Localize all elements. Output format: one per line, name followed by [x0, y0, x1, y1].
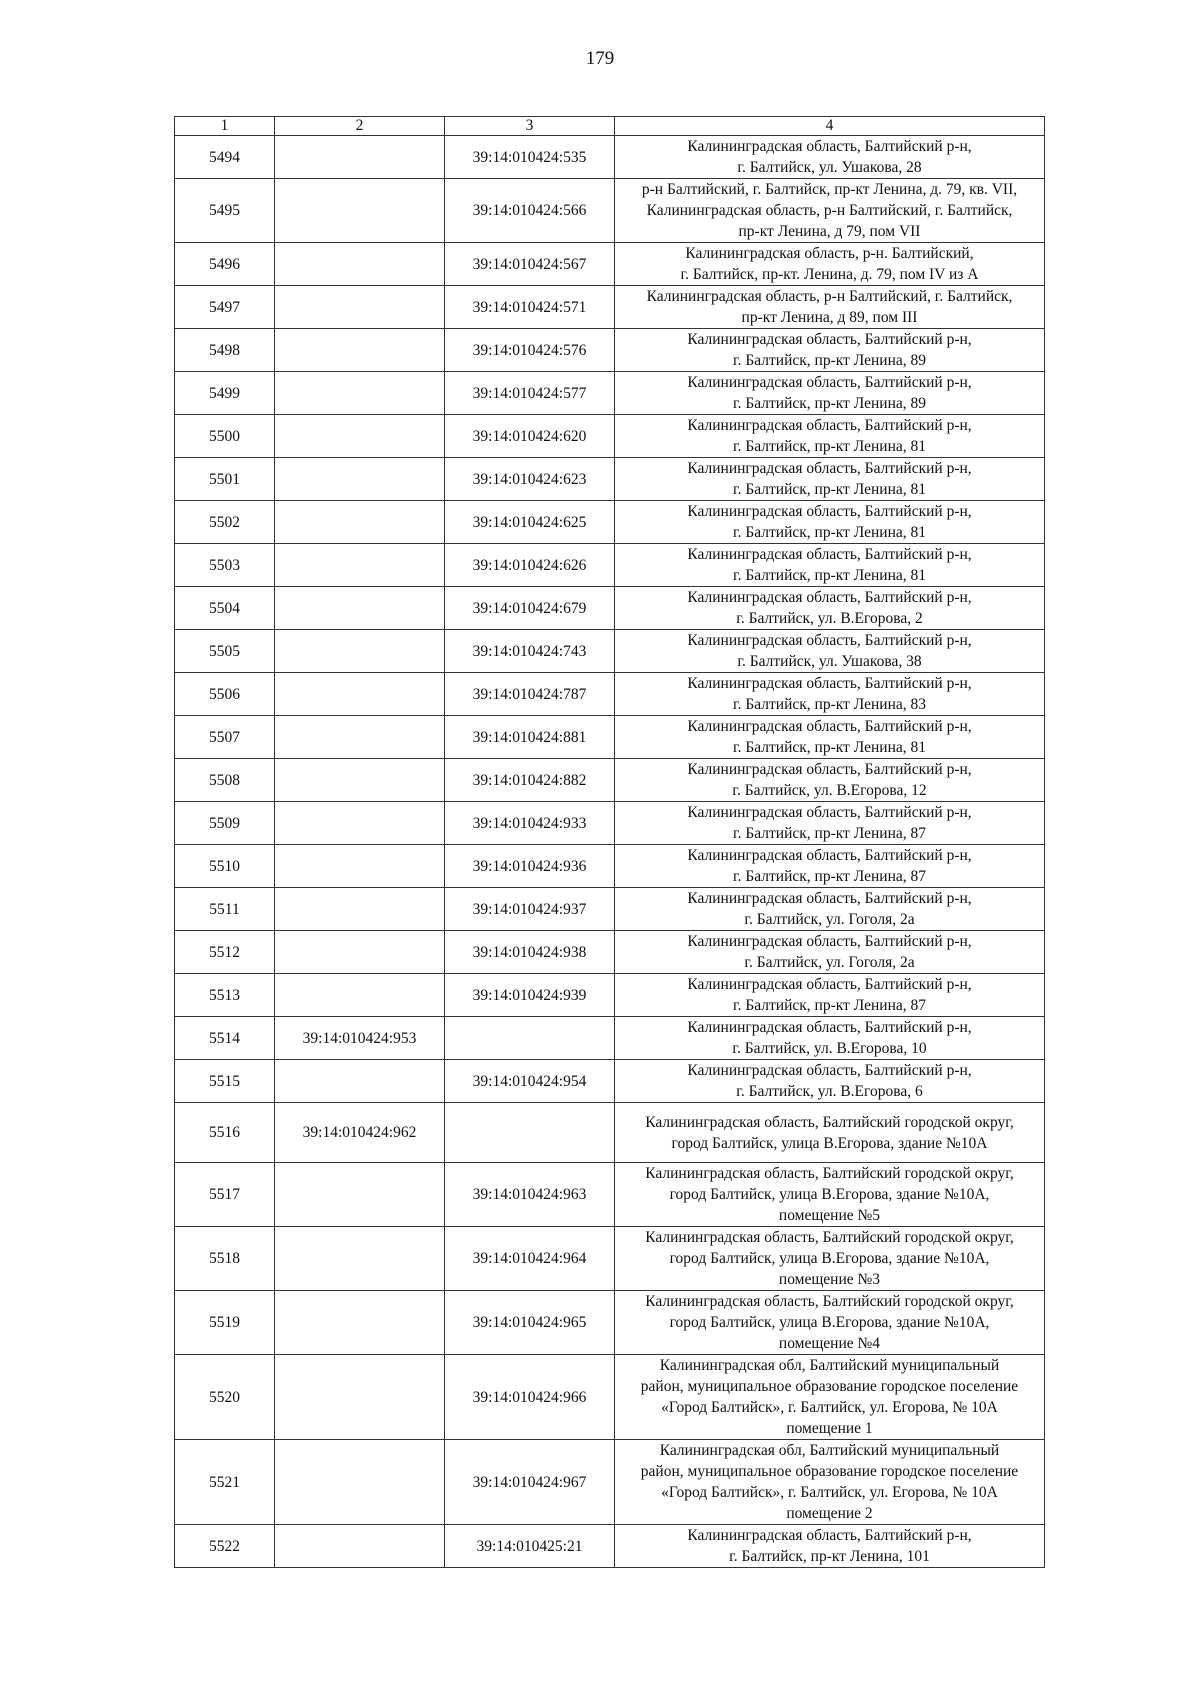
- address-cell: Калининградская область, Балтийский р-н, г. Балтийск, пр-кт Ленина, 89: [615, 372, 1045, 415]
- header-row: [175, 117, 1045, 136]
- row-number-cell: 5510: [175, 845, 275, 888]
- table-row: [175, 974, 1045, 1017]
- cadastral-number-col2-cell: [275, 1163, 445, 1227]
- address-cell: Калининградская область, Балтийский р-н, г. Балтийск, пр-кт Ленина, 81: [615, 501, 1045, 544]
- address-cell: Калининградская область, Балтийский р-н, г. Балтийск, ул. В.Егорова, 6: [615, 1060, 1045, 1103]
- cadastral-number-col3-cell: 39:14:010424:567: [445, 243, 615, 286]
- address-cell: Калининградская область, Балтийский городской округ, город Балтийск, улица В.Егорова, здание №10А, помещение №5: [615, 1163, 1045, 1227]
- address-cell: Калининградская область, Балтийский р-н, г. Балтийск, пр-кт Ленина, 81: [615, 544, 1045, 587]
- row-number-cell: 5509: [175, 802, 275, 845]
- table-row: [175, 415, 1045, 458]
- column-header-2: 2: [275, 117, 445, 136]
- row-number-cell: 5497: [175, 286, 275, 329]
- cadastral-number-col2-cell: [275, 243, 445, 286]
- table-row: [175, 329, 1045, 372]
- page-number: 179: [585, 48, 615, 69]
- row-number-cell: 5521: [175, 1440, 275, 1525]
- cadastral-number-col2-cell: [275, 1291, 445, 1355]
- cadastral-number-col2-cell: [275, 372, 445, 415]
- table-row: [175, 931, 1045, 974]
- row-number-cell: 5504: [175, 587, 275, 630]
- address-cell: Калининградская область, Балтийский р-н, г. Балтийск, пр-кт Ленина, 87: [615, 974, 1045, 1017]
- row-number-cell: 5501: [175, 458, 275, 501]
- row-number-cell: 5520: [175, 1355, 275, 1440]
- cadastral-number-col2-cell: [275, 931, 445, 974]
- row-number-cell: 5518: [175, 1227, 275, 1291]
- address-cell: Калининградская область, Балтийский р-н, г. Балтийск, ул. Гоголя, 2а: [615, 888, 1045, 931]
- address-cell: Калининградская область, Балтийский р-н, г. Балтийск, пр-кт Ленина, 81: [615, 415, 1045, 458]
- cadastral-number-col3-cell: 39:14:010424:939: [445, 974, 615, 1017]
- cadastral-number-col2-cell: [275, 1525, 445, 1568]
- table-row: [175, 1163, 1045, 1227]
- cadastral-number-col3-cell: 39:14:010424:620: [445, 415, 615, 458]
- cadastral-number-col3-cell: 39:14:010424:882: [445, 759, 615, 802]
- row-number-cell: 5516: [175, 1103, 275, 1163]
- cadastral-number-col3-cell: 39:14:010424:881: [445, 716, 615, 759]
- address-cell: Калининградская область, Балтийский р-н, г. Балтийск, пр-кт Ленина, 89: [615, 329, 1045, 372]
- cadastral-number-col3-cell: 39:14:010424:679: [445, 587, 615, 630]
- table-row: [175, 136, 1045, 179]
- column-header-1: 1: [175, 117, 275, 136]
- cadastral-number-col3-cell: 39:14:010424:576: [445, 329, 615, 372]
- address-cell: Калининградская область, Балтийский р-н, г. Балтийск, пр-кт Ленина, 87: [615, 802, 1045, 845]
- row-number-cell: 5514: [175, 1017, 275, 1060]
- cadastral-number-col2-cell: [275, 888, 445, 931]
- row-number-cell: 5503: [175, 544, 275, 587]
- table-row: [175, 179, 1045, 243]
- cadastral-number-col2-cell: [275, 1227, 445, 1291]
- address-cell: Калининградская область, Балтийский городской округ, город Балтийск, улица В.Егорова, здание №10А, помещение №3: [615, 1227, 1045, 1291]
- cadastral-number-col3-cell: 39:14:010424:626: [445, 544, 615, 587]
- cadastral-number-col2-cell: [275, 329, 445, 372]
- address-cell: Калининградская область, Балтийский р-н, г. Балтийск, ул. Ушакова, 28: [615, 136, 1045, 179]
- table-row: [175, 1291, 1045, 1355]
- table-row: [175, 286, 1045, 329]
- row-number-cell: 5499: [175, 372, 275, 415]
- cadastral-number-col2-cell: [275, 974, 445, 1017]
- row-number-cell: 5517: [175, 1163, 275, 1227]
- address-cell: Калининградская область, Балтийский р-н, г. Балтийск, ул. Гоголя, 2а: [615, 931, 1045, 974]
- row-number-cell: 5513: [175, 974, 275, 1017]
- cadastral-number-col3-cell: 39:14:010424:933: [445, 802, 615, 845]
- cadastral-number-col2-cell: [275, 1440, 445, 1525]
- table-row: [175, 630, 1045, 673]
- cadastral-number-col2-cell: 39:14:010424:962: [275, 1103, 445, 1163]
- table-row: [175, 243, 1045, 286]
- table-row: [175, 372, 1045, 415]
- cadastral-number-col3-cell: 39:14:010424:743: [445, 630, 615, 673]
- row-number-cell: 5494: [175, 136, 275, 179]
- table-row: [175, 1017, 1045, 1060]
- cadastral-number-col2-cell: [275, 544, 445, 587]
- cadastral-number-col2-cell: [275, 630, 445, 673]
- cadastral-number-col2-cell: [275, 759, 445, 802]
- row-number-cell: 5496: [175, 243, 275, 286]
- row-number-cell: 5512: [175, 931, 275, 974]
- cadastral-number-col3-cell: 39:14:010424:966: [445, 1355, 615, 1440]
- address-cell: Калининградская область, р-н. Балтийский, г. Балтийск, пр-кт. Ленина, д. 79, пом IV из А: [615, 243, 1045, 286]
- cadastral-number-col3-cell: 39:14:010424:937: [445, 888, 615, 931]
- address-cell: Калининградская область, Балтийский р-н, г. Балтийск, ул. Ушакова, 38: [615, 630, 1045, 673]
- cadastral-number-col3-cell: 39:14:010424:625: [445, 501, 615, 544]
- row-number-cell: 5498: [175, 329, 275, 372]
- table-row: [175, 845, 1045, 888]
- cadastral-number-col2-cell: [275, 845, 445, 888]
- column-header-3: 3: [445, 117, 615, 136]
- row-number-cell: 5500: [175, 415, 275, 458]
- address-cell: Калининградская обл, Балтийский муниципальный район, муниципальное образование городское поселение «Город Балтийск», г. Балтийск, ул. Егорова, № 10А помещение 1: [615, 1355, 1045, 1440]
- address-cell: Калининградская область, Балтийский р-н, г. Балтийск, ул. В.Егорова, 2: [615, 587, 1045, 630]
- cadastral-number-col3-cell: 39:14:010424:535: [445, 136, 615, 179]
- address-cell: Калининградская область, Балтийский р-н, г. Балтийск, пр-кт Ленина, 81: [615, 458, 1045, 501]
- address-cell: Калининградская область, Балтийский р-н, г. Балтийск, ул. В.Егорова, 12: [615, 759, 1045, 802]
- cadastral-number-col3-cell: 39:14:010424:566: [445, 179, 615, 243]
- address-cell: Калининградская область, р-н Балтийский, г. Балтийск, пр-кт Ленина, д 89, пом III: [615, 286, 1045, 329]
- cadastral-number-col2-cell: [275, 1060, 445, 1103]
- row-number-cell: 5508: [175, 759, 275, 802]
- row-number-cell: 5511: [175, 888, 275, 931]
- table-row: [175, 759, 1045, 802]
- table-row: [175, 1103, 1045, 1163]
- cadastral-number-col3-cell: 39:14:010424:963: [445, 1163, 615, 1227]
- cadastral-number-col2-cell: [275, 1355, 445, 1440]
- table-row: [175, 1060, 1045, 1103]
- row-number-cell: 5506: [175, 673, 275, 716]
- cadastral-number-col3-cell: 39:14:010424:787: [445, 673, 615, 716]
- cadastral-number-col2-cell: [275, 802, 445, 845]
- cadastral-number-col3-cell: 39:14:010424:965: [445, 1291, 615, 1355]
- cadastral-number-col3-cell: 39:14:010424:936: [445, 845, 615, 888]
- cadastral-number-col2-cell: [275, 458, 445, 501]
- table-row: [175, 458, 1045, 501]
- column-header-4: 4: [615, 117, 1045, 136]
- cadastral-number-col2-cell: [275, 587, 445, 630]
- address-cell: Калининградская область, Балтийский р-н, г. Балтийск, пр-кт Ленина, 87: [615, 845, 1045, 888]
- cadastral-number-col2-cell: [275, 286, 445, 329]
- address-cell: Калининградская область, Балтийский городской округ, город Балтийск, улица В.Егорова, здание №10А: [615, 1103, 1045, 1163]
- cadastral-number-col3-cell: 39:14:010424:954: [445, 1060, 615, 1103]
- cadastral-number-col3-cell: 39:14:010424:571: [445, 286, 615, 329]
- row-number-cell: 5522: [175, 1525, 275, 1568]
- address-cell: р-н Балтийский, г. Балтийск, пр-кт Ленина, д. 79, кв. VII, Калининградская область, р-н Балтийский, г. Балтийск, пр-кт Ленина, д 79, пом VII: [615, 179, 1045, 243]
- table-row: [175, 716, 1045, 759]
- address-cell: Калининградская область, Балтийский р-н, г. Балтийск, пр-кт Ленина, 81: [615, 716, 1045, 759]
- table-row: [175, 1355, 1045, 1440]
- cadastral-number-col3-cell: [445, 1017, 615, 1060]
- row-number-cell: 5502: [175, 501, 275, 544]
- row-number-cell: 5495: [175, 179, 275, 243]
- cadastral-number-col2-cell: [275, 415, 445, 458]
- cadastral-number-col3-cell: [445, 1103, 615, 1163]
- cadastral-number-col2-cell: [275, 673, 445, 716]
- row-number-cell: 5515: [175, 1060, 275, 1103]
- table-row: [175, 1525, 1045, 1568]
- cadastral-table: [174, 116, 1045, 1568]
- table-row: [175, 1440, 1045, 1525]
- table-row: [175, 1227, 1045, 1291]
- cadastral-number-col2-cell: 39:14:010424:953: [275, 1017, 445, 1060]
- row-number-cell: 5519: [175, 1291, 275, 1355]
- address-cell: Калининградская область, Балтийский р-н, г. Балтийск, ул. В.Егорова, 10: [615, 1017, 1045, 1060]
- table-row: [175, 673, 1045, 716]
- table-row: [175, 587, 1045, 630]
- table-row: [175, 501, 1045, 544]
- cadastral-number-col2-cell: [275, 179, 445, 243]
- cadastral-number-col3-cell: 39:14:010424:967: [445, 1440, 615, 1525]
- table-row: [175, 888, 1045, 931]
- address-cell: Калининградская область, Балтийский р-н, г. Балтийск, пр-кт Ленина, 101: [615, 1525, 1045, 1568]
- cadastral-number-col3-cell: 39:14:010424:938: [445, 931, 615, 974]
- table-row: [175, 544, 1045, 587]
- address-cell: Калининградская обл, Балтийский муниципальный район, муниципальное образование городское поселение «Город Балтийск», г. Балтийск, ул. Егорова, № 10А помещение 2: [615, 1440, 1045, 1525]
- address-cell: Калининградская область, Балтийский городской округ, город Балтийск, улица В.Егорова, здание №10А, помещение №4: [615, 1291, 1045, 1355]
- cadastral-number-col3-cell: 39:14:010424:577: [445, 372, 615, 415]
- cadastral-number-col2-cell: [275, 136, 445, 179]
- table-row: [175, 802, 1045, 845]
- cadastral-number-col3-cell: 39:14:010424:964: [445, 1227, 615, 1291]
- cadastral-number-col3-cell: 39:14:010424:623: [445, 458, 615, 501]
- row-number-cell: 5505: [175, 630, 275, 673]
- cadastral-number-col2-cell: [275, 501, 445, 544]
- row-number-cell: 5507: [175, 716, 275, 759]
- address-cell: Калининградская область, Балтийский р-н, г. Балтийск, пр-кт Ленина, 83: [615, 673, 1045, 716]
- cadastral-number-col2-cell: [275, 716, 445, 759]
- cadastral-number-col3-cell: 39:14:010425:21: [445, 1525, 615, 1568]
